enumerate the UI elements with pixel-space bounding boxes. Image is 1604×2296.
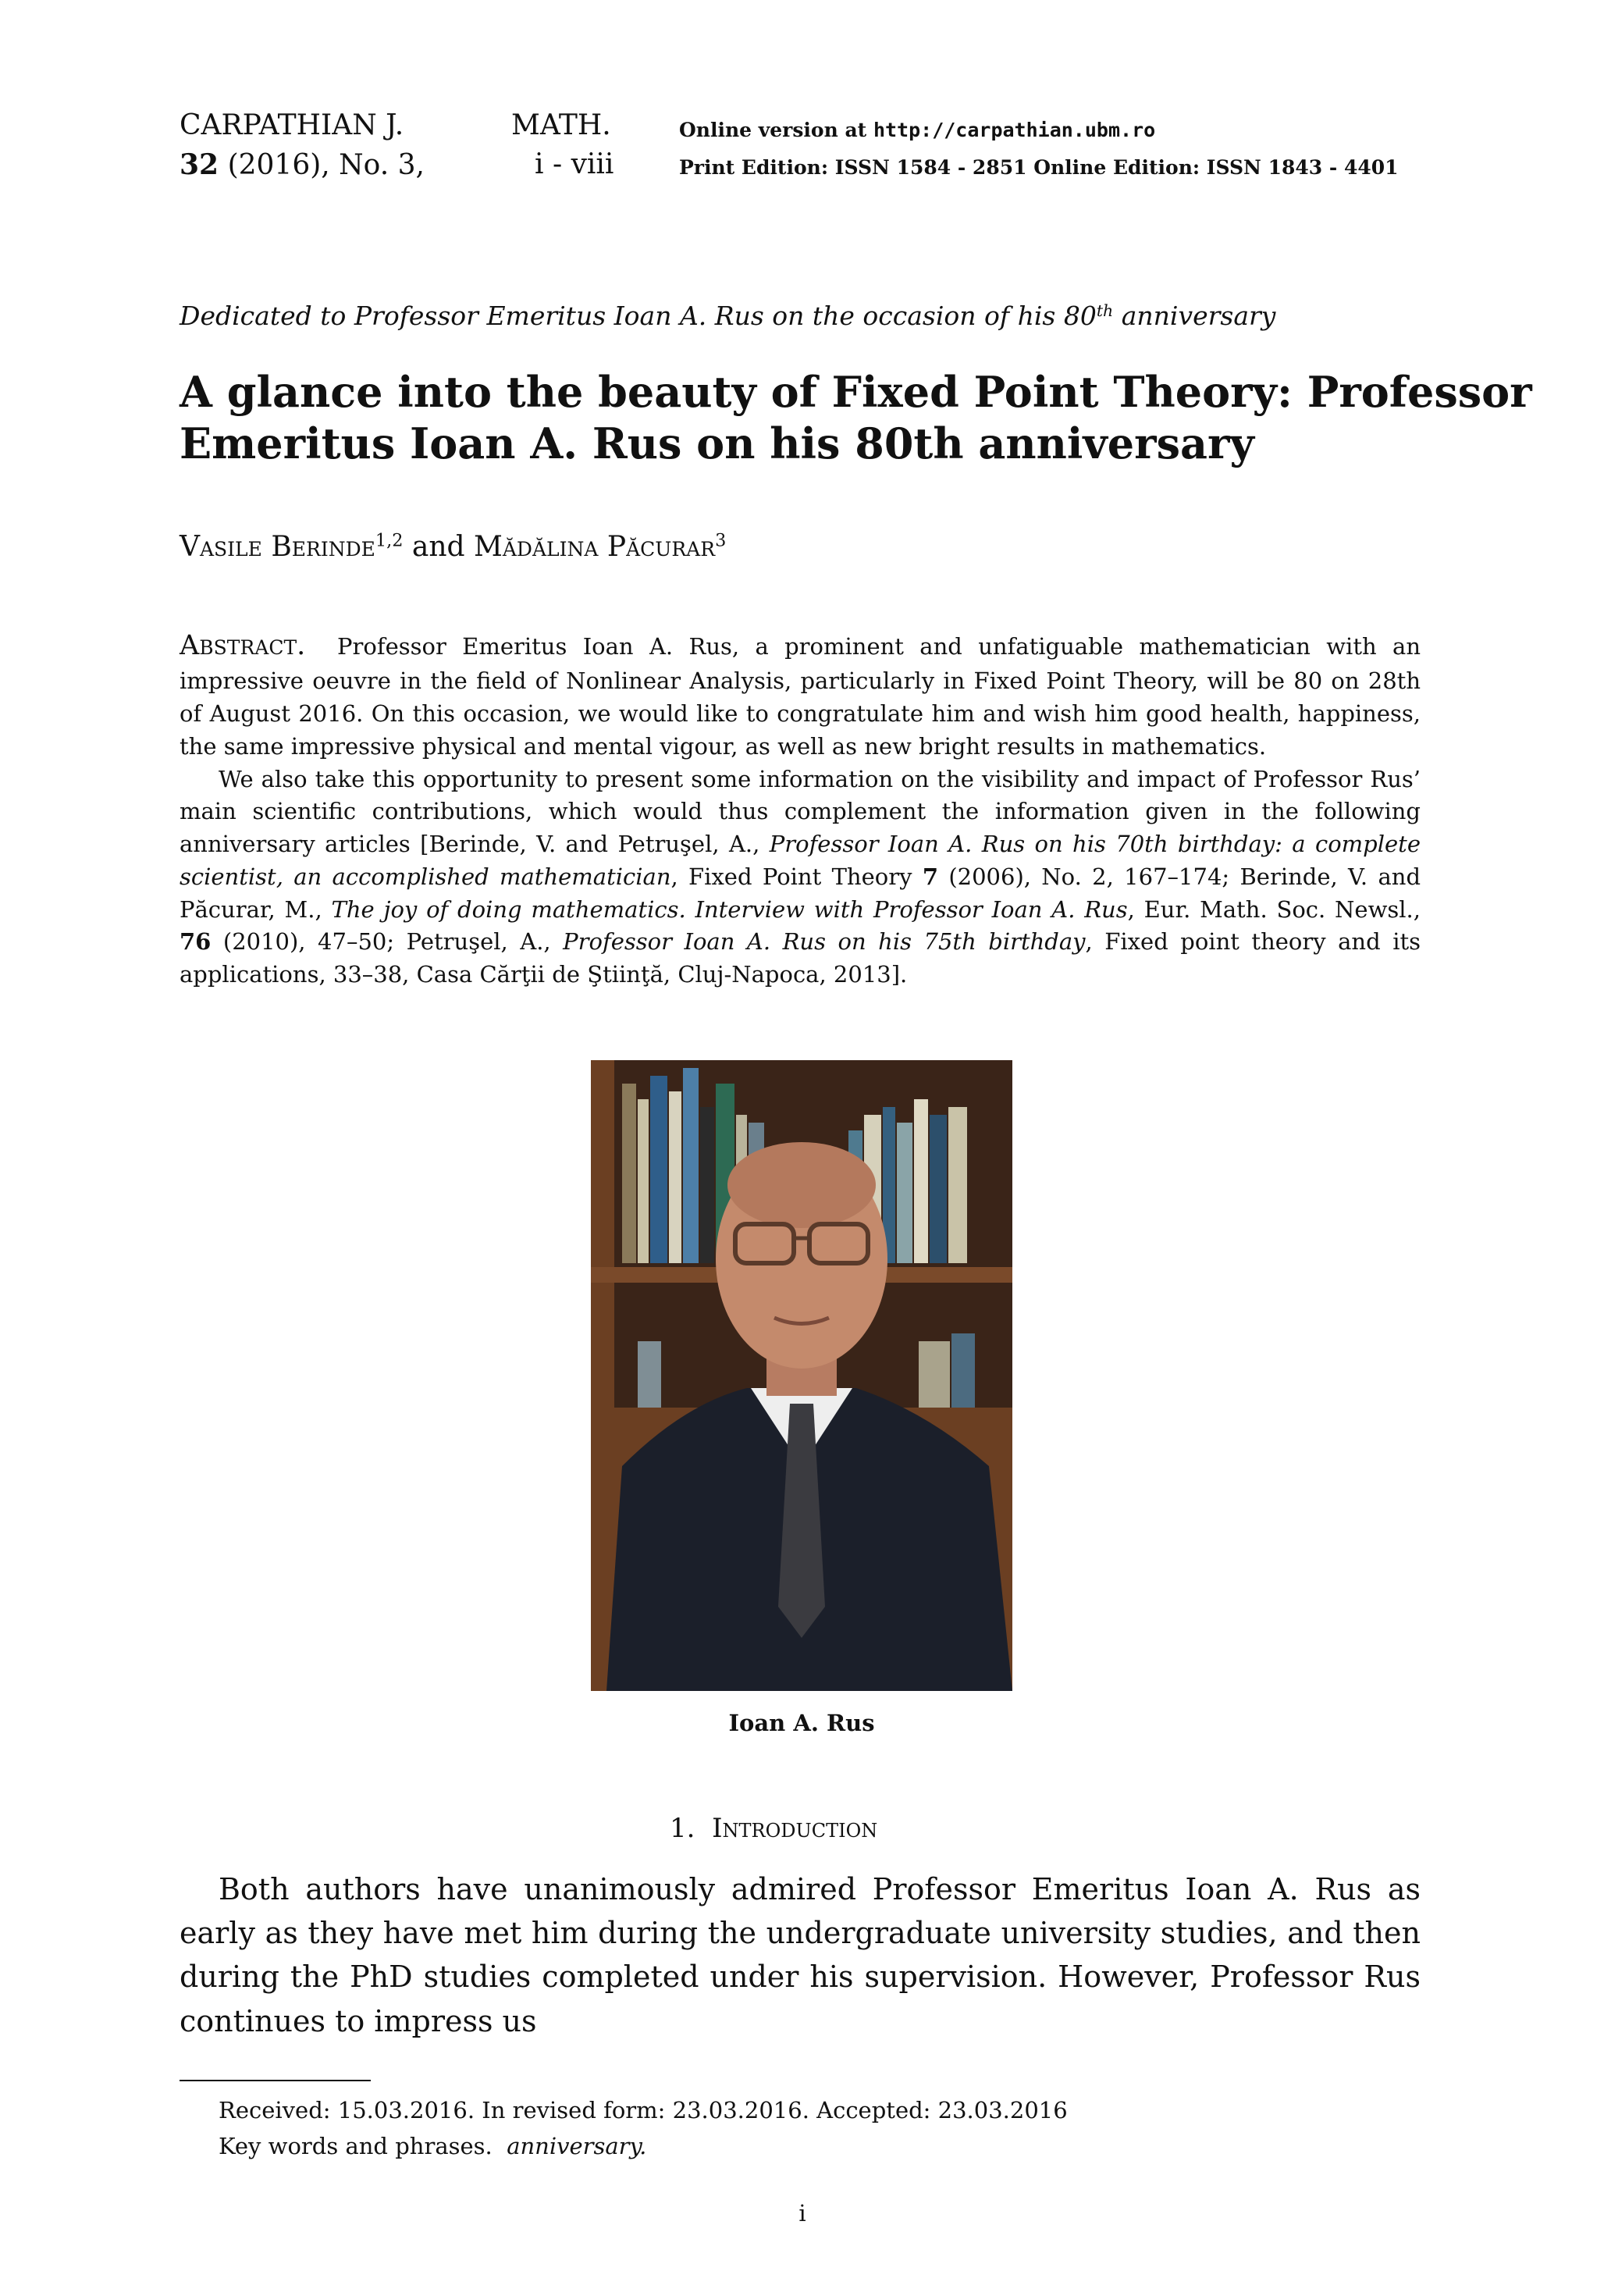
section-heading	[670, 1813, 877, 1844]
abstract-text: (2006), No. 2, 167–174; Berinde, V. and Păcurar, M.,	[180, 863, 1421, 923]
journal-name: CARPATHIAN J.	[180, 109, 404, 141]
abstract-text: (2010), 47–50; Petruşel, A.,	[211, 928, 564, 956]
online-label: Online version at	[679, 119, 867, 141]
citation-title: The joy of doing mathematics. Interview with Professor Ioan A. Rus	[331, 895, 1128, 923]
received-dates: Received: 15.03.2016. In revised form: 23.03.2016. Accepted: 23.03.2016	[219, 2097, 1068, 2123]
issn-line: Print Edition: ISSN 1584 - 2851 Online Edition: ISSN 1843 - 4401	[679, 156, 1399, 179]
abstract-label: Abstract.	[180, 630, 306, 661]
intro-paragraph: Both authors have unanimously admired Professor Emeritus Ioan A. Rus as early as they have met him during the undergraduate university studies, and then during the PhD studies completed under his supervision. However, Professor Rus continues to impress us	[180, 1872, 1421, 2038]
footnote-rule	[180, 2080, 371, 2081]
paper-title: A glance into the beauty of Fixed Point Theory: Professor Emeritus Ioan A. Rus on his 80th anniversary	[180, 367, 1532, 468]
volume-info	[180, 148, 425, 181]
abstract-text: We also take this opportunity to present some information on the visibility and impact of Professor Rus’ main scientific contributions, which would thus complement the information given in the following anniversary articles [Berinde, V. and Petruşel, A.,	[180, 765, 1421, 858]
dedication	[180, 301, 1275, 331]
author-1-affiliation: 1,2	[375, 530, 404, 551]
authors-and: and	[411, 531, 465, 563]
page-number: i	[798, 2200, 806, 2227]
photo-caption: Ioan A. Rus	[728, 1710, 875, 1736]
abstract-text: , Fixed point theory and its applications, 33–38, Casa Cărţii de Ştiinţă, Cluj-Napoca, 2013].	[180, 928, 1421, 988]
abstract-paragraph-1	[180, 626, 1421, 764]
keywords: anniversary.	[507, 2133, 647, 2159]
section-number: 1.	[670, 1813, 695, 1844]
abstract-text: , Eur. Math. Soc. Newsl.,	[1127, 895, 1421, 923]
citation-volume: 7	[922, 863, 938, 890]
author-2: Mădălina Păcurar	[474, 531, 716, 563]
section-title: Introduction	[712, 1813, 878, 1844]
dedication-text: Dedicated to Professor Emeritus Ioan A. Rus on the occasion of his 80	[180, 301, 1097, 331]
online-url: http://carpathian.ubm.ro	[873, 119, 1156, 141]
online-version	[679, 120, 1155, 140]
abstract-paragraph-2	[180, 764, 1421, 991]
abstract	[180, 626, 1421, 991]
abstract-text: , Fixed Point Theory	[670, 863, 923, 890]
year-issue: (2016), No. 3,	[227, 149, 425, 181]
author-2-affiliation: 3	[715, 530, 727, 551]
portrait-photo	[591, 1060, 1012, 1691]
authors	[180, 531, 726, 563]
page-range: i - viii	[535, 148, 614, 180]
keywords-line	[219, 2133, 646, 2159]
citation-title: Professor Ioan A. Rus on his 75th birthday	[563, 928, 1086, 956]
citation-title: Professor Ioan A. Rus on his 70th birthday: a complete scientist, an accomplished mathematician	[180, 831, 1421, 890]
dedication-end: anniversary	[1121, 301, 1276, 331]
journal-subject: MATH.	[511, 109, 611, 141]
keywords-label: Key words and phrases.	[219, 2133, 493, 2159]
volume-number: 32	[180, 148, 219, 181]
citation-volume: 76	[180, 928, 212, 956]
author-1: Vasile Berinde	[180, 531, 375, 563]
abstract-text-1: Professor Emeritus Ioan A. Rus, a prominent and unfatiguable mathematician with an impressive oeuvre in the field of Nonlinear Analysis, particularly in Fixed Point Theory, will be 80 on 28th of August 2016. On this occasion, we would like to congratulate him and wish him good health, happiness, the same impressive physical and mental vigour, as well as new bright results in mathematics.	[180, 633, 1421, 760]
dedication-sup: th	[1096, 301, 1114, 320]
